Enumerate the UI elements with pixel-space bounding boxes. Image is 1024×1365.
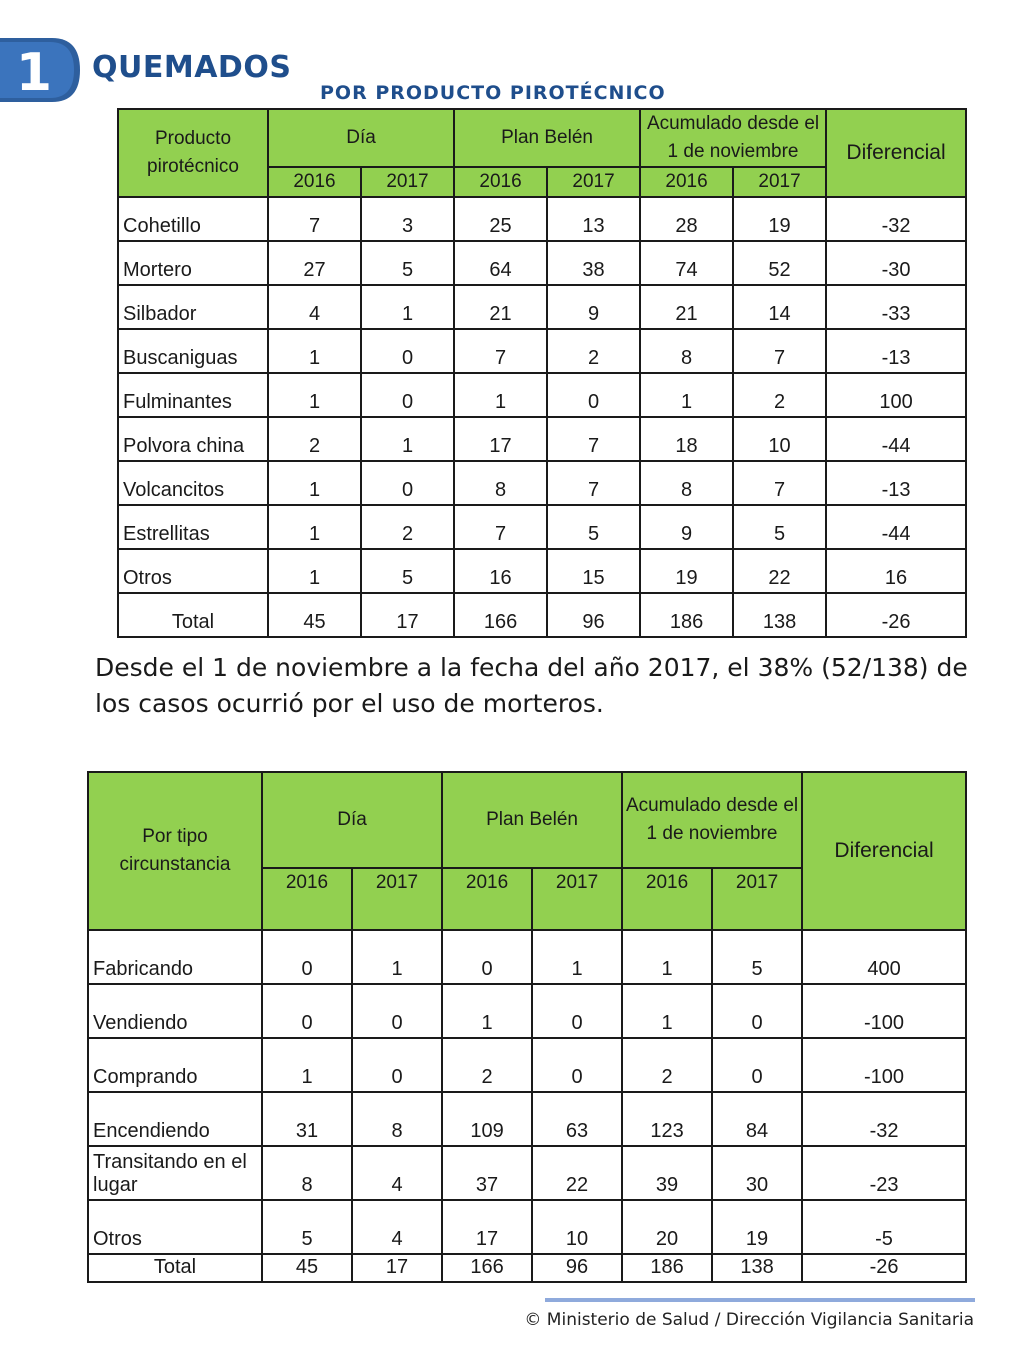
table-cell: 400 — [802, 930, 966, 984]
row-label: Vendiendo — [88, 984, 262, 1038]
row-label: Estrellitas — [118, 505, 268, 549]
table-cell: 7 — [547, 417, 640, 461]
table-cell: 0 — [262, 930, 352, 984]
row-label: Otros — [118, 549, 268, 593]
table-cell: 63 — [532, 1092, 622, 1146]
year-header: 2017 — [352, 868, 442, 930]
row-label: Encendiendo — [88, 1092, 262, 1146]
table-cell: 100 — [826, 373, 966, 417]
table-row — [118, 329, 966, 373]
page-title: QUEMADOS — [92, 50, 292, 85]
table-cell: -13 — [826, 461, 966, 505]
table-cell: 20 — [622, 1200, 712, 1254]
table-row — [88, 1092, 966, 1146]
table-cell: 109 — [442, 1092, 532, 1146]
table-row — [118, 197, 966, 241]
total-cell: 45 — [268, 593, 361, 637]
total-cell: -26 — [826, 593, 966, 637]
table-cell: 13 — [547, 197, 640, 241]
table-cell: 4 — [352, 1146, 442, 1200]
row-label: Volcancitos — [118, 461, 268, 505]
table-cell: 0 — [262, 984, 352, 1038]
table-cell: 8 — [454, 461, 547, 505]
table-row — [88, 930, 966, 984]
table-cell: 2 — [733, 373, 826, 417]
table-cell: 0 — [532, 1038, 622, 1092]
row-label: Cohetillo — [118, 197, 268, 241]
total-cell: 45 — [262, 1254, 352, 1282]
table-cell: 1 — [622, 930, 712, 984]
table-cell: 1 — [640, 373, 733, 417]
table-cell: 15 — [547, 549, 640, 593]
year-header: 2016 — [640, 167, 733, 197]
table-cell: 84 — [712, 1092, 802, 1146]
table-cell: 19 — [640, 549, 733, 593]
row-label: Fulminantes — [118, 373, 268, 417]
year-header: 2016 — [262, 868, 352, 930]
table-cell: 1 — [454, 373, 547, 417]
group-header-plan-belen: Plan Belén — [442, 772, 622, 868]
row-label: Silbador — [118, 285, 268, 329]
table-cell: 27 — [268, 241, 361, 285]
summary-note: Desde el 1 de noviembre a la fecha del año 2017, el 38% (52/138) de los casos ocurrió por el uso de morteros. — [95, 653, 968, 718]
col-header-product: Producto pirotécnico — [118, 109, 268, 197]
table-cell: 39 — [622, 1146, 712, 1200]
table-cell: 0 — [442, 930, 532, 984]
table-cell: 22 — [532, 1146, 622, 1200]
table-cell: -23 — [802, 1146, 966, 1200]
total-label: Total — [118, 593, 268, 637]
table-cell: 7 — [547, 461, 640, 505]
table-cell: 0 — [352, 984, 442, 1038]
table-row — [118, 241, 966, 285]
table-cell: 25 — [454, 197, 547, 241]
page-subtitle: POR PRODUCTO PIROTÉCNICO — [320, 82, 666, 104]
table-row — [88, 1200, 966, 1254]
table-cell: 64 — [454, 241, 547, 285]
table-cell: 5 — [547, 505, 640, 549]
table-cell: 1 — [268, 505, 361, 549]
table-cell: 1 — [361, 285, 454, 329]
table-cell: 19 — [733, 197, 826, 241]
group-header-acumulado: Acumulado desde el 1 de noviembre — [640, 109, 826, 167]
table-cell: 0 — [712, 984, 802, 1038]
table-cell: 2 — [361, 505, 454, 549]
table-cell: 2 — [622, 1038, 712, 1092]
table-cell: 14 — [733, 285, 826, 329]
table-cell: 9 — [547, 285, 640, 329]
year-header: 2017 — [361, 167, 454, 197]
table-cell: 2 — [547, 329, 640, 373]
table-cell: 19 — [712, 1200, 802, 1254]
table-cell: 9 — [640, 505, 733, 549]
year-header: 2017 — [712, 868, 802, 930]
table-cell: 31 — [262, 1092, 352, 1146]
group-header-dia: Día — [268, 109, 454, 167]
badge-number: 1 — [15, 43, 53, 103]
table-cell: 1 — [268, 461, 361, 505]
table-cell: 74 — [640, 241, 733, 285]
table-cell: 5 — [712, 930, 802, 984]
total-cell: 166 — [442, 1254, 532, 1282]
table-cell: 21 — [454, 285, 547, 329]
table-cell: 8 — [262, 1146, 352, 1200]
table-cell: 3 — [361, 197, 454, 241]
year-header: 2017 — [532, 868, 622, 930]
total-cell: 186 — [640, 593, 733, 637]
total-cell: 96 — [547, 593, 640, 637]
total-cell: 96 — [532, 1254, 622, 1282]
table-cell: 10 — [733, 417, 826, 461]
table-cell: -44 — [826, 417, 966, 461]
table-cell: 0 — [712, 1038, 802, 1092]
table-cell: 18 — [640, 417, 733, 461]
table-cell: 37 — [442, 1146, 532, 1200]
section-number-badge — [0, 34, 80, 104]
total-cell: 138 — [733, 593, 826, 637]
total-row — [88, 1254, 966, 1282]
burns-by-circumstance-table — [87, 771, 967, 1283]
table-cell: 1 — [268, 329, 361, 373]
table-cell: 8 — [352, 1092, 442, 1146]
table-cell: 10 — [532, 1200, 622, 1254]
table-cell: 16 — [454, 549, 547, 593]
table-cell: 7 — [454, 329, 547, 373]
table-cell: 5 — [361, 241, 454, 285]
row-label: Comprando — [88, 1038, 262, 1092]
table-cell: -33 — [826, 285, 966, 329]
table-cell: 0 — [532, 984, 622, 1038]
table-cell: -5 — [802, 1200, 966, 1254]
table-cell: 7 — [454, 505, 547, 549]
table-cell: 0 — [547, 373, 640, 417]
row-label: Transitando en el lugar — [88, 1146, 262, 1200]
table-cell: 1 — [361, 417, 454, 461]
table-cell: 8 — [640, 461, 733, 505]
total-cell: 17 — [352, 1254, 442, 1282]
table-cell: 5 — [262, 1200, 352, 1254]
table-cell: 38 — [547, 241, 640, 285]
year-header: 2016 — [454, 167, 547, 197]
table-cell: 16 — [826, 549, 966, 593]
table-cell: 1 — [262, 1038, 352, 1092]
footer-credit: © Ministerio de Salud / Dirección Vigilancia Sanitaria — [524, 1310, 974, 1330]
year-header: 2016 — [622, 868, 712, 930]
table-cell: 1 — [442, 984, 532, 1038]
table-cell: -100 — [802, 984, 966, 1038]
table-cell: 8 — [640, 329, 733, 373]
year-header: 2016 — [442, 868, 532, 930]
table-row — [118, 417, 966, 461]
table-cell: -30 — [826, 241, 966, 285]
col-header-circumstance: Por tipo circunstancia — [88, 772, 262, 930]
table-row — [118, 285, 966, 329]
total-cell: 138 — [712, 1254, 802, 1282]
year-header: 2017 — [547, 167, 640, 197]
table-cell: 28 — [640, 197, 733, 241]
table-cell: 7 — [268, 197, 361, 241]
total-cell: 17 — [361, 593, 454, 637]
table-cell: 2 — [442, 1038, 532, 1092]
table-cell: 52 — [733, 241, 826, 285]
table-cell: 22 — [733, 549, 826, 593]
table-row — [88, 1146, 966, 1200]
table-cell: 17 — [454, 417, 547, 461]
table-cell: 17 — [442, 1200, 532, 1254]
group-header-dia: Día — [262, 772, 442, 868]
table-cell: 0 — [361, 461, 454, 505]
table-row — [118, 373, 966, 417]
table-cell: 7 — [733, 329, 826, 373]
year-header: 2017 — [733, 167, 826, 197]
table-cell: -44 — [826, 505, 966, 549]
table-cell: 2 — [268, 417, 361, 461]
table-cell: 123 — [622, 1092, 712, 1146]
col-header-diferencial: Diferencial — [802, 772, 966, 930]
table-cell: 7 — [733, 461, 826, 505]
table-cell: 0 — [361, 373, 454, 417]
table-cell: 4 — [268, 285, 361, 329]
total-row — [118, 593, 966, 637]
table-cell: 1 — [622, 984, 712, 1038]
row-label: Buscaniguas — [118, 329, 268, 373]
row-label: Mortero — [118, 241, 268, 285]
table-cell: -100 — [802, 1038, 966, 1092]
table-cell: 30 — [712, 1146, 802, 1200]
table-cell: 1 — [352, 930, 442, 984]
total-label: Total — [88, 1254, 262, 1282]
table-cell: 0 — [361, 329, 454, 373]
table-cell: -13 — [826, 329, 966, 373]
table-cell: 1 — [532, 930, 622, 984]
table-row — [118, 549, 966, 593]
table-cell: 5 — [733, 505, 826, 549]
table-row — [88, 1038, 966, 1092]
group-header-acumulado: Acumulado desde el 1 de noviembre — [622, 772, 802, 868]
table-row — [118, 461, 966, 505]
year-header: 2016 — [268, 167, 361, 197]
table-cell: -32 — [802, 1092, 966, 1146]
table-cell: 4 — [352, 1200, 442, 1254]
burns-by-product-table — [117, 108, 967, 638]
footer-divider — [545, 1298, 975, 1302]
table-row — [88, 984, 966, 1038]
total-cell: 186 — [622, 1254, 712, 1282]
table-cell: 1 — [268, 549, 361, 593]
table-cell: 0 — [352, 1038, 442, 1092]
table-cell: 1 — [268, 373, 361, 417]
row-label: Polvora china — [118, 417, 268, 461]
row-label: Fabricando — [88, 930, 262, 984]
table-row — [118, 505, 966, 549]
row-label: Otros — [88, 1200, 262, 1254]
col-header-diferencial: Diferencial — [826, 109, 966, 197]
table-cell: -32 — [826, 197, 966, 241]
table-cell: 21 — [640, 285, 733, 329]
table-cell: 5 — [361, 549, 454, 593]
total-cell: -26 — [802, 1254, 966, 1282]
total-cell: 166 — [454, 593, 547, 637]
group-header-plan-belen: Plan Belén — [454, 109, 640, 167]
